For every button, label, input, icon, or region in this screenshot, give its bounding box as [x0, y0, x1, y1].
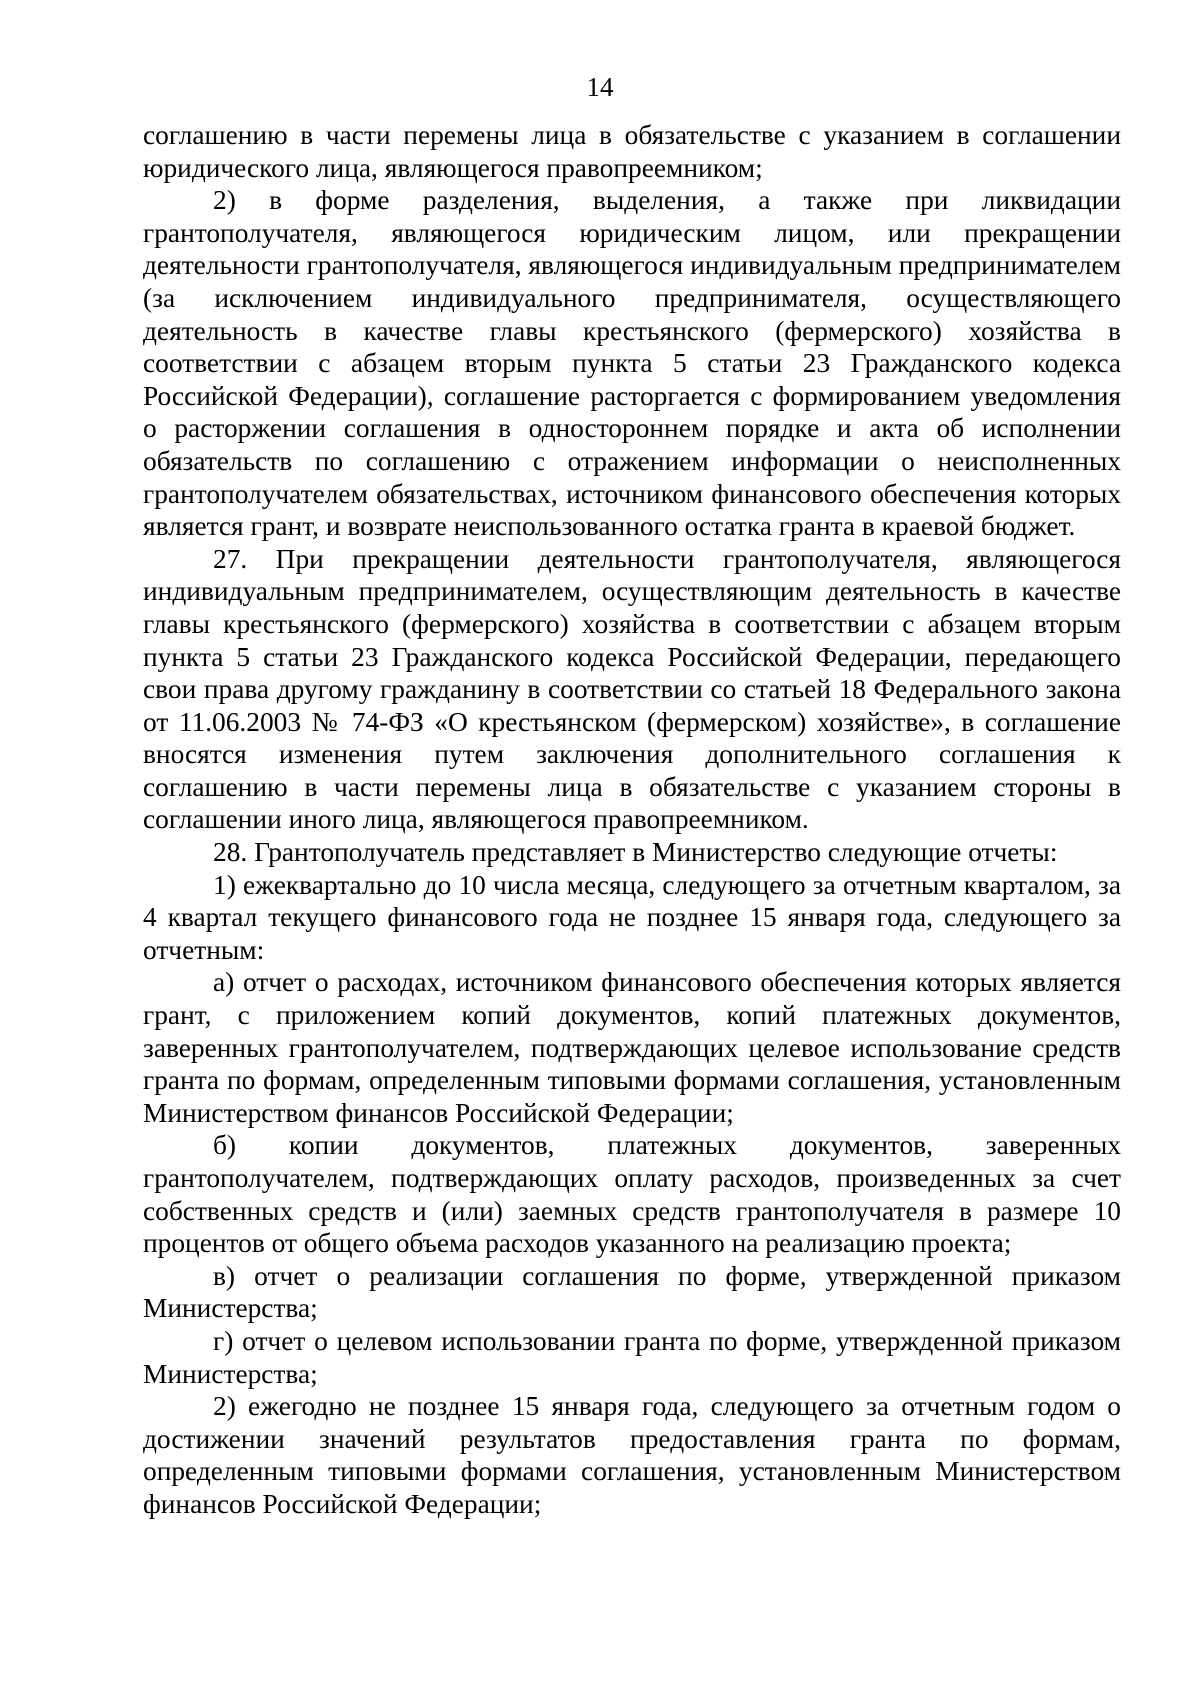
document-body [143, 119, 1121, 1521]
paragraph-subitem-g: г) отчет о целевом использовании гранта по форме, утвержденной приказом Министерства; [143, 1325, 1121, 1389]
paragraph-item-2-annual: 2) ежегодно не позднее 15 января года, следующего за отчетным годом о достижении значений результатов предоставления гранта по формам, определенным типовыми формами соглашения, установленным Министерством финансов Российской Федерации; [143, 1391, 1121, 1519]
page-number: 14 [586, 72, 614, 102]
paragraph-subitem-v: в) отчет о реализации соглашения по форме, утвержденной приказом Министерства; [143, 1260, 1121, 1324]
paragraph-clause-27: 27. При прекращении деятельности грантополучателя, являющегося индивидуальным предпринимателем, осуществляющим деятельность в качестве главы крестьянского (фермерского) хозяйства в соответствии с абзацем вторым пункта 5 статьи 23 Гражданского кодекса Российской Федерации, передающего свои права другому гражданину в соответствии со статьей 18 Федерального закона от 11.06.2003 № 74-ФЗ «О крестьянском (фермерском) хозяйстве», в соглашение вносятся изменения путем заключения дополнительного соглашения к соглашению в части перемены лица в обязательстве с указанием стороны в соглашении иного лица, являющегося правопреемником. [143, 543, 1121, 835]
paragraph-continuation: соглашению в части перемены лица в обязательстве с указанием в соглашении юридического лица, являющегося правопреемником; [143, 120, 1121, 183]
paragraph-subitem-a: а) отчет о расходах, источником финансового обеспечения которых является грант, с приложением копий документов, копий платежных документов, заверенных грантополучателем, подтверждающих целевое использование средств гранта по формам, определенным типовыми формами соглашения, установленным Министерством финансов Российской Федерации; [143, 967, 1121, 1128]
paragraph-subitem-b: б) копии документов, платежных документов, заверенных грантополучателем, подтверждающих оплату расходов, произведенных за счет собственных средств и (или) заемных средств грантополучателя в размере 10 процентов от общего объема расходов указанного на реализацию проекта; [143, 1130, 1121, 1259]
paragraph-item-2-reorganization: 2) в форме разделения, выделения, а также при ликвидации грантополучателя, являющегося юридическим лицом, или прекращении деятельности грантополучателя, являющегося индивидуальным предпринимателем (за исключением индивидуального предпринимателя, осуществляющего деятельность в качестве главы крестьянского (фермерского) хозяйства в соответствии с абзацем вторым пункта 5 статьи 23 Гражданского кодекса Российской Федерации), соглашение расторгается с формированием уведомления о расторжении соглашения в одностороннем порядке и акта об исполнении обязательств по соглашению с отражением информации о неисполненных грантополучателем обязательствах, источником финансового обеспечения которых является грант, и возврате неиспользованного остатка гранта в краевой бюджет. [143, 185, 1121, 542]
paragraph-item-1-quarterly: 1) ежеквартально до 10 числа месяца, следующего за отчетным кварталом, за 4 квартал текущего финансового года не позднее 15 января года, следующего за отчетным: [143, 869, 1121, 965]
paragraph-clause-28: 28. Грантополучатель представляет в Министерство следующие отчеты: [213, 837, 1058, 868]
